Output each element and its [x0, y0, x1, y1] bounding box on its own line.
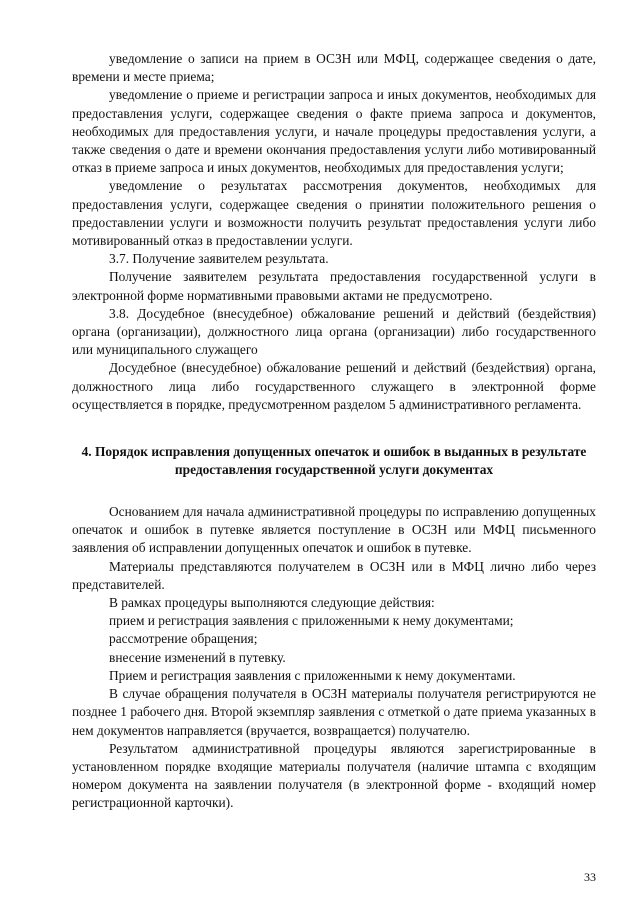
paragraph: Основанием для начала административной процедуры по исправлению допущенных опечаток и ошибок в путевке является поступление в ОСЗН или МФЦ письменного заявления об исправлении допущенных опечаток и ошибок в путевке. — [72, 504, 596, 556]
list-item: рассмотрение обращения; — [109, 631, 258, 647]
paragraph: Материалы представляются получателем в ОСЗН или в МФЦ лично либо через представителей. — [72, 558, 596, 592]
list-item: внесение изменений в путевку. — [109, 649, 286, 665]
paragraph: Досудебное (внесудебное) обжалование решений и действий (бездействия) органа, должностного лица либо государственного служащего в электронной форме осуществляется в порядке, предусмотренном разделом 5 административного регламента. — [72, 360, 596, 412]
paragraph: В рамках процедуры выполняются следующие действия: — [109, 595, 435, 611]
paragraph: уведомление о записи на прием в ОСЗН или МФЦ, содержащее сведения о дате, времени и месте приема; — [72, 51, 596, 85]
section-heading: 4. Порядок исправления допущенных опечаток и ошибок в выданных в результате предоставления государственной услуги документах — [81, 444, 587, 478]
page-number: 33 — [584, 870, 596, 884]
paragraph: Получение заявителем результата предоставления государственной услуги в электронной форме нормативными правовыми актами не предусмотрено. — [72, 269, 596, 303]
paragraph: 3.8. Досудебное (внесудебное) обжалование решений и действий (бездействия) органа (организации), должностного лица органа (организации) либо государственного или муниципального служащего — [72, 305, 596, 358]
paragraph: В случае обращения получателя в ОСЗН материалы получателя регистрируются не позднее 1 рабочего дня. Второй экземпляр заявления с отметкой о дате приема указанных в нем документов направляется (вручается, возвращается) получателю. — [72, 686, 596, 738]
paragraph: уведомление о результатах рассмотрения документов, необходимых для предоставления услуги, содержащее сведения о принятии положительного решения о предоставлении услуги и возможности получить результат предоставления услуги либо мотивированный отказ в предоставлении услуги. — [72, 178, 596, 249]
paragraph: Прием и регистрация заявления с приложенными к нему документами. — [109, 667, 516, 683]
list-item: прием и регистрация заявления с приложенными к нему документами; — [109, 613, 514, 629]
paragraph: уведомление о приеме и регистрации запроса и иных документов, необходимых для предоставления услуги, содержащее сведения о факте приема запроса и документов, необходимых для предоставления услуги, и начале процедуры предоставления услуги, а также сведения о дате и времени окончания предоставления услуги либо мотивированный отказ в приеме запроса и иных документов, необходимых для предоставления услуги; — [72, 87, 596, 176]
paragraph: 3.7. Получение заявителем результата. — [109, 251, 329, 267]
paragraph: Результатом административной процедуры являются зарегистрированные в установленном порядке входящие материалы получателя (наличие штампа с входящим номером документа на заявлении получателя (в электронной форме - входящий номер регистрационной карточки). — [72, 740, 596, 811]
